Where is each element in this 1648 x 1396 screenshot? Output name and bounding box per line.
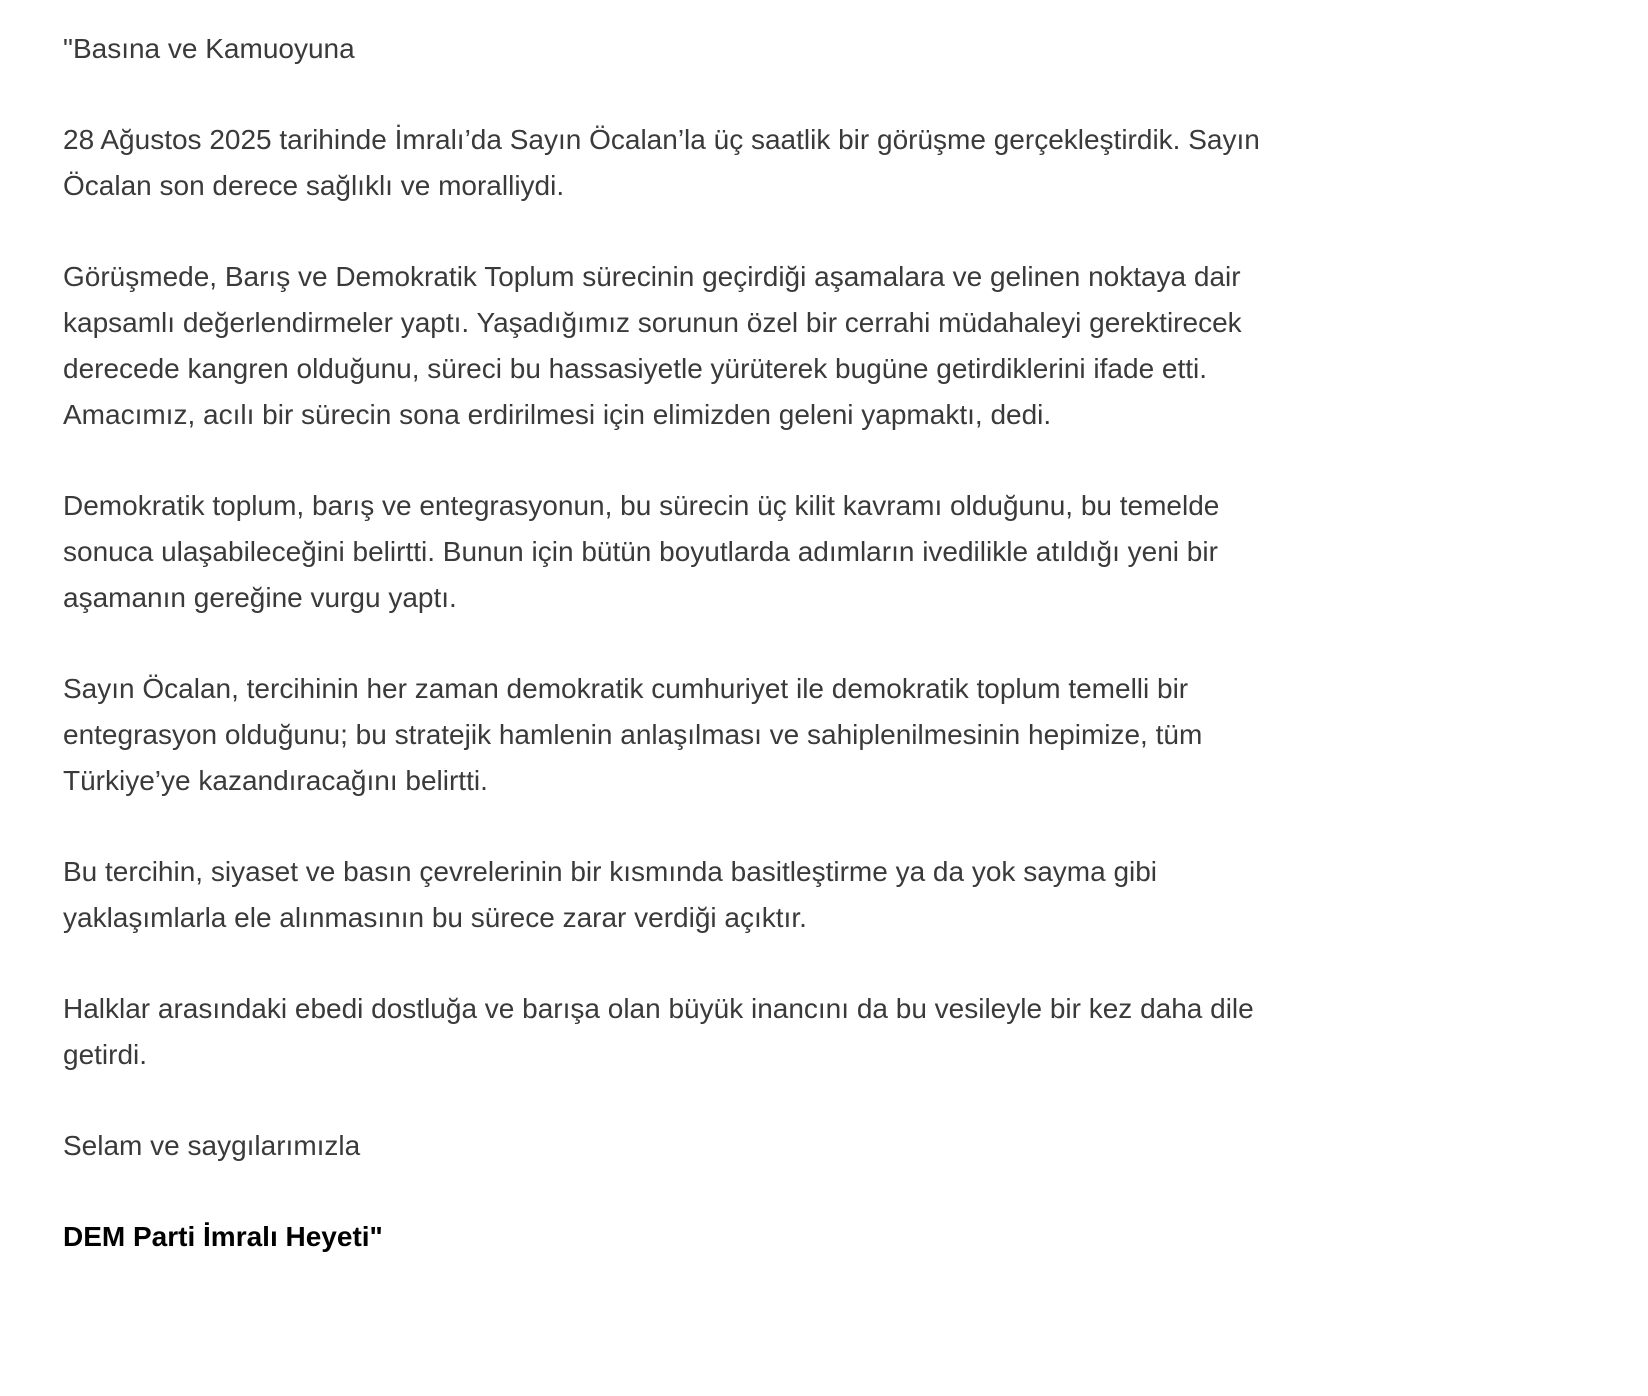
paragraph-line: Halklar arasındaki ebedi dostluğa ve barışa olan büyük inancını da bu vesileyle bir kez daha dile bbox=[63, 993, 1254, 1024]
paragraph-line: derecede kangren olduğunu, süreci bu hassasiyetle yürüterek bugüne getirdiklerini ifade etti. bbox=[63, 353, 1208, 384]
paragraph-integration-preference bbox=[63, 666, 1543, 804]
paragraph-criticism bbox=[63, 849, 1543, 941]
paragraph-line: Demokratik toplum, barış ve entegrasyonun, bu sürecin üç kilit kavramı olduğunu, bu temelde bbox=[63, 490, 1220, 521]
salutation bbox=[63, 26, 1543, 72]
paragraph-line: Türkiye’ye kazandıracağını belirtti. bbox=[63, 765, 488, 796]
paragraph-line: yaklaşımlarla ele alınmasının bu sürece zarar verdiği açıktır. bbox=[63, 902, 807, 933]
paragraph-line: kapsamlı değerlendirmeler yaptı. Yaşadığımız sorunun özel bir cerrahi müdahaleyi gerektirecek bbox=[63, 307, 1242, 338]
paragraph-process-assessment bbox=[63, 254, 1543, 438]
paragraph-line: entegrasyon olduğunu; bu stratejik hamlenin anlaşılması ve sahiplenilmesinin hepimize, tüm bbox=[63, 719, 1203, 750]
paragraph-line: aşamanın gereğine vurgu yaptı. bbox=[63, 582, 457, 613]
paragraph-key-concepts bbox=[63, 483, 1543, 621]
closing-text: Selam ve saygılarımızla bbox=[63, 1130, 361, 1161]
paragraph-line: sonuca ulaşabileceğini belirtti. Bunun için bütün boyutlarda adımların ivedilikle atıldığı yeni bir bbox=[63, 536, 1218, 567]
paragraph-line: 28 Ağustos 2025 tarihinde İmralı’da Sayın Öcalan’la üç saatlik bir görüşme gerçekleştirdik. Sayın bbox=[63, 124, 1260, 155]
paragraph-friendship bbox=[63, 986, 1543, 1078]
paragraph-meeting-summary bbox=[63, 117, 1543, 209]
signature bbox=[63, 1214, 1543, 1260]
paragraph-line: getirdi. bbox=[63, 1039, 148, 1070]
closing bbox=[63, 1123, 1543, 1169]
signature-text: DEM Parti İmralı Heyeti" bbox=[63, 1221, 383, 1252]
paragraph-line: Bu tercihin, siyaset ve basın çevrelerinin bir kısmında basitleştirme ya da yok sayma gibi bbox=[63, 856, 1158, 887]
paragraph-line: Amacımız, acılı bir sürecin sona erdirilmesi için elimizden geleni yapmaktı, dedi. bbox=[63, 399, 1052, 430]
salutation-text: "Basına ve Kamuoyuna bbox=[63, 33, 355, 64]
paragraph-line: Sayın Öcalan, tercihinin her zaman demokratik cumhuriyet ile demokratik toplum temelli bir bbox=[63, 673, 1189, 704]
paragraph-line: Görüşmede, Barış ve Demokratik Toplum sürecinin geçirdiği aşamalara ve gelinen noktaya dair bbox=[63, 261, 1241, 292]
paragraph-line: Öcalan son derece sağlıklı ve moralliydi. bbox=[63, 170, 565, 201]
press-statement bbox=[63, 26, 1543, 1260]
